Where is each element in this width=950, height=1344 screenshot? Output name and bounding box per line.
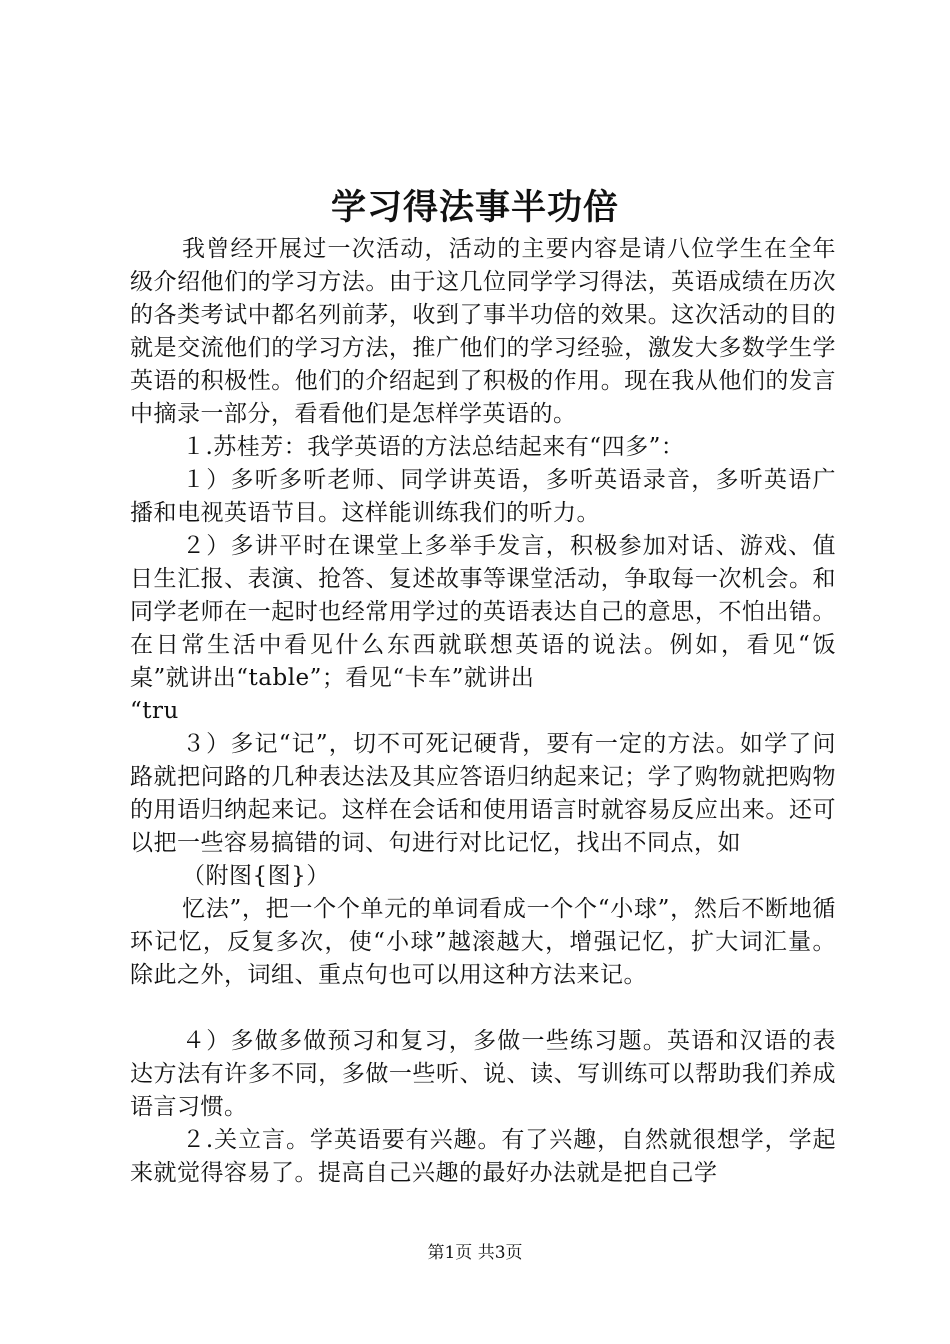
paragraph-fragment: “tru	[130, 698, 179, 724]
paragraph-listen: １）多听多听老师、同学讲英语，多听英语录音，多听英语广播和电视英语节目。这样能训练我们的听力。	[130, 467, 836, 526]
paragraph-practice: ４）多做多做预习和复习，多做一些练习题。英语和汉语的表达方法有许多不同，多做一些听、说、读、写训练可以帮助我们养成语言习惯。	[130, 1028, 836, 1120]
figure-placeholder: （附图{图}）	[182, 863, 330, 889]
blank-line	[130, 992, 836, 1025]
paragraph-memorize: ３）多记“记”，切不可死记硬背，要有一定的方法。如学了问路就把问路的几种表达法及其应答语归纳起来记；学了购物就把购物的用语归纳起来记。这样在会话和使用语言时就容易反应出来。还可以把一些容易搞错的词、句进行对比记忆，找出不同点，如	[130, 731, 836, 856]
document-title: 学习得法事半功倍	[330, 187, 619, 228]
paragraph-section-1: １.苏桂芳：我学英语的方法总结起来有“四多”：	[182, 434, 685, 460]
paragraph-section-2: ２.关立言。学英语要有兴趣。有了兴趣，自然就很想学，学起来就觉得容易了。提高自己兴趣的最好办法就是把自己学	[130, 1127, 836, 1186]
page-footer: 第1页 共3页	[427, 1243, 523, 1263]
paragraph-memory-method: 忆法”，把一个个单元的单词看成一个个“小球”，然后不断地循环记忆，反复多次，使“小球”越滚越大，增强记忆，扩大词汇量。除此之外，词组、重点句也可以用这种方法来记。	[130, 896, 836, 988]
paragraph-intro: 我曾经开展过一次活动，活动的主要内容是请八位学生在全年级介绍他们的学习方法。由于这几位同学学习得法，英语成绩在历次的各类考试中都名列前茅，收到了事半功倍的效果。这次活动的目的就是交流他们的学习方法，推广他们的学习经验，激发大多数学生学英语的积极性。他们的介绍起到了积极的作用。现在我从他们的发言中摘录一部分，看看他们是怎样学英语的。	[130, 236, 836, 427]
document-body	[130, 233, 836, 1190]
paragraph-speak: ２）多讲平时在课堂上多举手发言，积极参加对话、游戏、值日生汇报、表演、抢答、复述故事等课堂活动，争取每一次机会。和同学老师在一起时也经常用学过的英语表达自己的意思，不怕出错。在日常生活中看见什么东西就联想英语的说法。例如，看见“饭桌”就讲出“table”；看见“卡车”就讲出	[130, 533, 836, 691]
